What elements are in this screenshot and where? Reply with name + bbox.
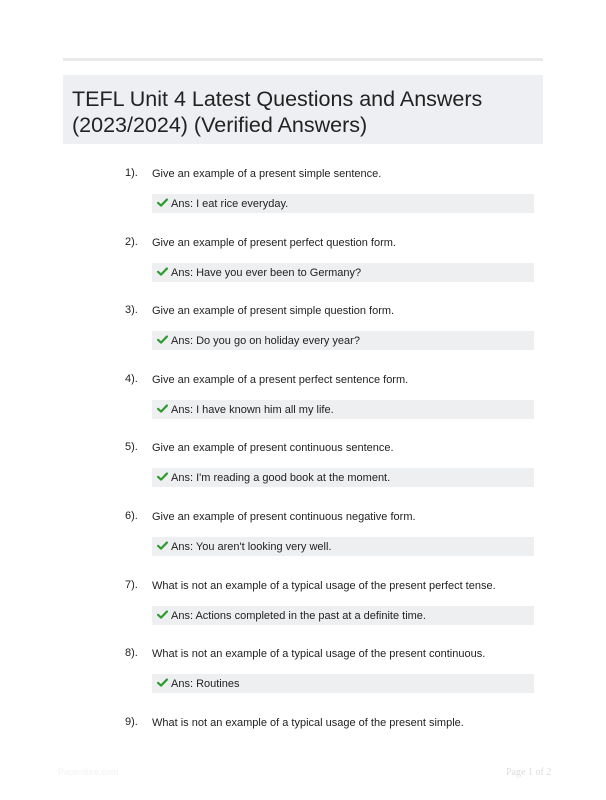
answer-box <box>152 537 534 556</box>
question-text: Give an example of present perfect question form. <box>152 237 396 249</box>
question-number: 4). <box>125 373 138 385</box>
question-number: 6). <box>125 510 138 522</box>
checkmark-icon <box>157 540 168 551</box>
answer-box <box>152 674 534 693</box>
title-box <box>63 75 543 144</box>
answer-text: Ans: I have known him all my life. <box>171 404 334 416</box>
answer-box <box>152 468 534 487</box>
question-text: What is not an example of a typical usage of the present continuous. <box>152 648 486 660</box>
question-text: Give an example of present simple question form. <box>152 305 395 317</box>
question-number: 1). <box>125 167 138 179</box>
question-number: 9). <box>125 716 138 728</box>
page-number: Page 1 of 2 <box>506 767 552 778</box>
answer-box <box>152 331 534 350</box>
question-text: What is not an example of a typical usage of the present simple. <box>152 717 464 729</box>
question-number: 3). <box>125 304 138 316</box>
footer-watermark: Paperlibre.com <box>58 767 119 777</box>
answer-text: Ans: I eat rice everyday. <box>171 198 289 210</box>
question-text: Give an example of a present perfect sentence form. <box>152 374 409 386</box>
question-text: Give an example of a present simple sentence. <box>152 168 382 180</box>
question-number: 2). <box>125 236 138 248</box>
answer-box <box>152 606 534 625</box>
answer-text: Ans: Routines <box>171 678 240 690</box>
document-title <box>72 86 543 138</box>
question-number: 8). <box>125 647 138 659</box>
question-text: Give an example of present continuous sentence. <box>152 442 394 454</box>
answer-text: Ans: Have you ever been to Germany? <box>171 267 362 279</box>
question-number: 7). <box>125 579 138 591</box>
question-text: What is not an example of a typical usage of the present perfect tense. <box>152 580 496 592</box>
checkmark-icon <box>157 677 168 688</box>
answer-box <box>152 263 534 282</box>
checkmark-icon <box>157 403 168 414</box>
answer-box <box>152 400 534 419</box>
answer-text: Ans: Do you go on holiday every year? <box>171 335 360 347</box>
checkmark-icon <box>157 609 168 620</box>
answer-text: Ans: I'm reading a good book at the moment. <box>171 472 391 484</box>
question-number: 5). <box>125 441 138 453</box>
question-text: Give an example of present continuous negative form. <box>152 511 416 523</box>
checkmark-icon <box>157 471 168 482</box>
checkmark-icon <box>157 334 168 345</box>
title-line-1: TEFL Unit 4 Latest Questions and Answers <box>72 87 483 111</box>
checkmark-icon <box>157 266 168 277</box>
checkmark-icon <box>157 197 168 208</box>
answer-box <box>152 194 534 213</box>
answer-text: Ans: Actions completed in the past at a definite time. <box>171 610 426 622</box>
top-rule <box>63 58 543 61</box>
title-line-2: (2023/2024) (Verified Answers) <box>72 113 368 137</box>
answer-text: Ans: You aren't looking very well. <box>171 541 332 553</box>
